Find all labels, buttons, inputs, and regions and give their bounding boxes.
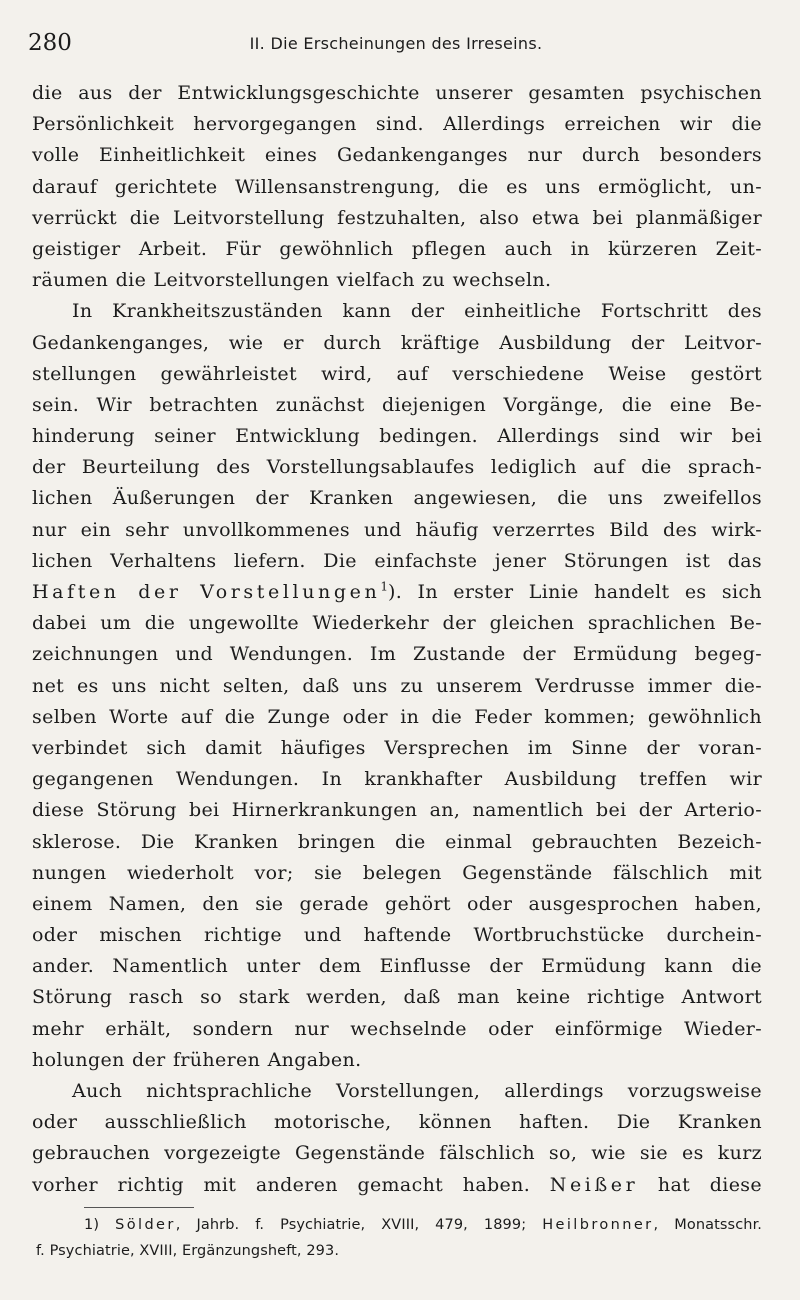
page-header <box>28 30 764 62</box>
text-line: sein. Wir betrachten zunächst diejenigen Vorgänge, die eine Be- <box>32 393 762 416</box>
text-line: oder ausschließlich motorische, können haften. Die Kranken <box>32 1111 762 1134</box>
text-line: verrückt die Leitvorstellung festzuhalten, also etwa bei planmäßiger <box>32 206 762 229</box>
text-line: zeichnungen und Wendungen. Im Zustande der Ermüdung begeg- <box>32 643 762 666</box>
line-rest: hat diese <box>657 1173 763 1196</box>
text-line: mehr erhält, sondern nur wechselnde oder einförmige Wieder- <box>32 1017 762 1040</box>
footnote-author: Heilbronner <box>542 1217 654 1233</box>
text-line: gegangenen Wendungen. In krankhafter Ausbildung treffen wir <box>32 768 762 791</box>
footnote-line: f. Psychiatrie, XVIII, Ergänzungsheft, 293. <box>36 1243 340 1259</box>
text-line: holungen der früheren Angaben. <box>32 1048 362 1071</box>
text-line: einem Namen, den sie gerade gehört oder ausgesprochen haben, <box>32 892 762 915</box>
text-line: dabei um die ungewollte Wiederkehr der gleichen sprachlichen Be- <box>32 612 762 635</box>
text-line: verbindet sich damit häufiges Versprechen im Sinne der voran- <box>32 736 762 759</box>
text-line: gebrauchen vorgezeigte Gegenstände fälschlich so, wie sie es kurz <box>32 1142 762 1165</box>
text-line-spaced-term <box>32 577 762 608</box>
text-line: lichen Verhaltens liefern. Die einfachste jener Störungen ist das <box>32 549 762 572</box>
text-line: stellungen gewährleistet wird, auf verschiedene Weise gestört <box>32 362 762 385</box>
text-line: diese Störung bei Hirnerkrankungen an, namentlich bei der Arterio- <box>32 799 762 822</box>
footnote <box>36 1212 762 1264</box>
spaced-term: Haften der Vorstellungen <box>32 581 381 603</box>
text-line: die aus der Entwicklungsgeschichte unserer gesamten psychischen <box>32 82 762 104</box>
line-start: vorher richtig mit anderen gemacht haben. <box>32 1173 531 1196</box>
text-line: darauf gerichtete Willensanstrengung, die es uns ermöglicht, un- <box>32 175 762 198</box>
text-line: sklerose. Die Kranken bringen die einmal gebrauchten Bezeich- <box>32 830 762 853</box>
footnote-reference: 1 <box>380 579 388 594</box>
text-line: Persönlichkeit hervorgegangen sind. Allerdings erreichen wir die <box>32 113 762 136</box>
text-line: volle Einheitlichkeit eines Gedankenganges nur durch besonders <box>32 144 762 167</box>
paragraph-start-line: Auch nichtsprachliche Vorstellungen, allerdings vorzugsweise <box>72 1080 762 1102</box>
page-number: 280 <box>28 30 72 56</box>
footnote-author: Sölder <box>115 1217 176 1233</box>
text-line: der Beurteilung des Vorstellungsablaufes lediglich auf die sprach- <box>32 456 762 479</box>
footnote-marker: 1) <box>84 1217 100 1233</box>
text-line: net es uns nicht selten, daß uns zu unserem Verdrusse immer die- <box>32 674 762 697</box>
footnote-citation: , Monatsschr. <box>653 1217 763 1233</box>
text-line: nungen wiederholt vor; sie belegen Gegenstände fälschlich mit <box>32 861 762 884</box>
spaced-name: Neißer <box>549 1173 639 1196</box>
text-line: geistiger Arbeit. Für gewöhnlich pflegen auch in kürzeren Zeit- <box>32 237 762 260</box>
footnote-citation: , Jahrb. f. Psychiatrie, XVIII, 479, 1899; <box>175 1217 527 1233</box>
footnote-line <box>36 1212 762 1238</box>
text-line: selben Worte auf die Zunge oder in die Feder kommen; gewöhnlich <box>32 705 762 728</box>
text-line: lichen Äußerungen der Kranken angewiesen, die uns zweifellos <box>32 487 762 510</box>
body-text <box>32 78 762 1201</box>
text-line: hinderung seiner Entwicklung bedingen. Allerdings sind wir bei <box>32 425 762 448</box>
text-line-spaced-name <box>32 1170 762 1201</box>
text-line: nur ein sehr unvollkommenes und häufig verzerrtes Bild des wirk- <box>32 518 762 541</box>
footnote-separator <box>84 1207 194 1208</box>
text-line: oder mischen richtige und haftende Wortbruchstücke durchein- <box>32 924 762 947</box>
line-rest: ). In erster Linie handelt es sich <box>387 581 762 603</box>
running-title: II. Die Erscheinungen des Irreseins. <box>249 34 543 53</box>
text-line: ander. Namentlich unter dem Einflusse der Ermüdung kann die <box>32 955 762 978</box>
text-line: räumen die Leitvorstellungen vielfach zu wechseln. <box>32 269 552 292</box>
paragraph-start-line: In Krankheitszuständen kann der einheitliche Fortschritt des <box>72 300 762 323</box>
text-line: Störung rasch so stark werden, daß man keine richtige Antwort <box>32 986 762 1009</box>
text-line: Gedankenganges, wie er durch kräftige Ausbildung der Leitvor- <box>32 331 762 354</box>
